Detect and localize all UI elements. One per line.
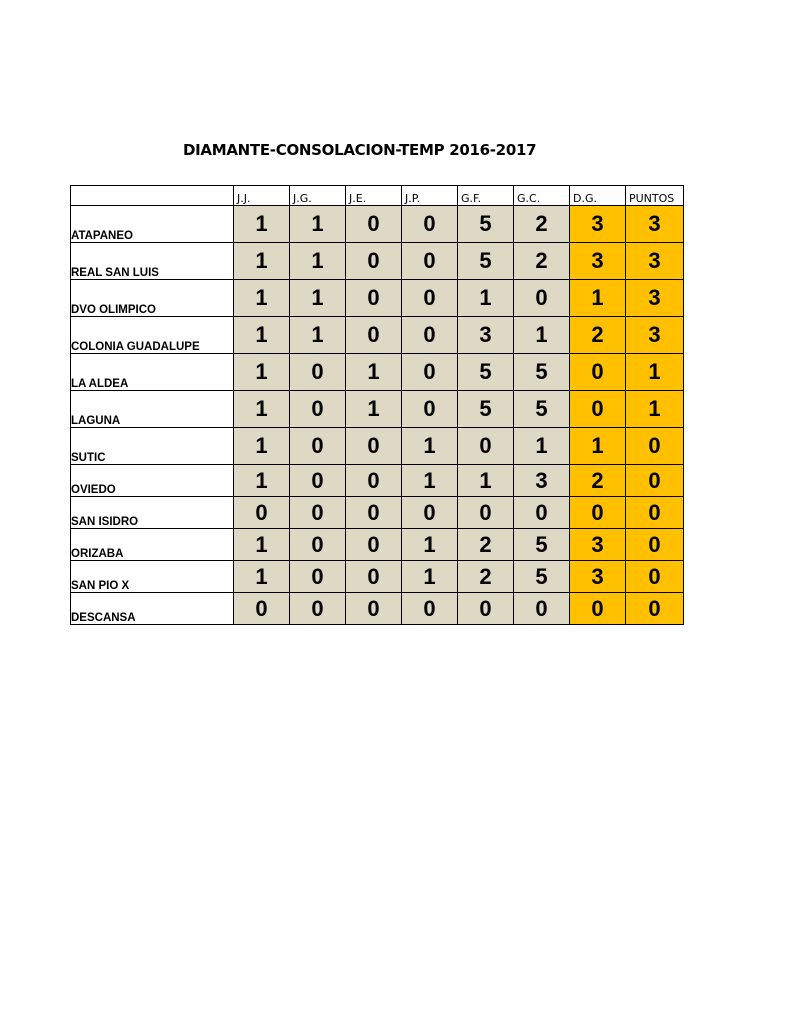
- stat-gf: 0: [458, 593, 514, 625]
- stat-je: 0: [346, 243, 402, 280]
- stat-puntos: 1: [626, 354, 684, 391]
- page-title: DIAMANTE-CONSOLACION-TEMP 2016-2017: [183, 141, 537, 159]
- column-header-jp: J.P.: [402, 186, 458, 206]
- stat-jp: 0: [402, 354, 458, 391]
- table-row: [71, 497, 684, 529]
- stat-gc: 5: [514, 561, 570, 593]
- stat-jg: 1: [290, 206, 346, 243]
- stat-jg: 0: [290, 593, 346, 625]
- stat-jj: 0: [234, 593, 290, 625]
- stat-jg: 0: [290, 529, 346, 561]
- stat-je: 0: [346, 465, 402, 497]
- team-name: ATAPANEO: [71, 206, 234, 243]
- stat-puntos: 0: [626, 497, 684, 529]
- stat-jj: 1: [234, 391, 290, 428]
- team-name: COLONIA GUADALUPE: [71, 317, 234, 354]
- stat-jj: 1: [234, 561, 290, 593]
- team-name: DVO OLIMPICO: [71, 280, 234, 317]
- stat-gf: 0: [458, 428, 514, 465]
- column-header-dg: D.G.: [570, 186, 626, 206]
- stat-jj: 1: [234, 529, 290, 561]
- stat-gc: 2: [514, 243, 570, 280]
- stat-jp: 1: [402, 428, 458, 465]
- team-name: SAN PIO X: [71, 561, 234, 593]
- table-row: [71, 317, 684, 354]
- stat-jp: 1: [402, 561, 458, 593]
- column-header-puntos: PUNTOS: [626, 186, 684, 206]
- column-header-jg: J.G.: [290, 186, 346, 206]
- stat-gf: 5: [458, 391, 514, 428]
- stat-gc: 0: [514, 593, 570, 625]
- stat-jp: 1: [402, 465, 458, 497]
- stat-dg: 0: [570, 391, 626, 428]
- stat-jj: 1: [234, 206, 290, 243]
- stat-gf: 1: [458, 280, 514, 317]
- stat-jj: 1: [234, 280, 290, 317]
- stat-dg: 2: [570, 317, 626, 354]
- stat-gf: 2: [458, 561, 514, 593]
- stat-jj: 1: [234, 243, 290, 280]
- stat-je: 0: [346, 206, 402, 243]
- stat-gc: 0: [514, 497, 570, 529]
- stat-jp: 0: [402, 280, 458, 317]
- stat-gc: 5: [514, 354, 570, 391]
- stat-dg: 0: [570, 354, 626, 391]
- table-row: [71, 428, 684, 465]
- stat-gf: 3: [458, 317, 514, 354]
- stat-je: 0: [346, 561, 402, 593]
- team-name: REAL SAN LUIS: [71, 243, 234, 280]
- stat-je: 0: [346, 497, 402, 529]
- table-row: [71, 391, 684, 428]
- stat-je: 0: [346, 280, 402, 317]
- column-header-je: J.E.: [346, 186, 402, 206]
- stat-je: 1: [346, 354, 402, 391]
- stat-jg: 1: [290, 280, 346, 317]
- stat-jg: 0: [290, 465, 346, 497]
- stat-je: 1: [346, 391, 402, 428]
- stat-gf: 5: [458, 243, 514, 280]
- stat-gc: 2: [514, 206, 570, 243]
- stat-jp: 1: [402, 529, 458, 561]
- stat-puntos: 1: [626, 391, 684, 428]
- stat-gc: 5: [514, 391, 570, 428]
- stat-dg: 1: [570, 280, 626, 317]
- stat-puntos: 3: [626, 243, 684, 280]
- column-header-gc: G.C.: [514, 186, 570, 206]
- team-name: DESCANSA: [71, 593, 234, 625]
- stat-jp: 0: [402, 206, 458, 243]
- stat-gc: 1: [514, 428, 570, 465]
- team-name: LAGUNA: [71, 391, 234, 428]
- table-row: [71, 354, 684, 391]
- stat-jp: 0: [402, 317, 458, 354]
- table-row: [71, 561, 684, 593]
- stat-je: 0: [346, 593, 402, 625]
- stat-jg: 0: [290, 354, 346, 391]
- team-name: ORIZABA: [71, 529, 234, 561]
- stat-gc: 1: [514, 317, 570, 354]
- stat-jj: 1: [234, 317, 290, 354]
- stat-jj: 1: [234, 354, 290, 391]
- team-name: SUTIC: [71, 428, 234, 465]
- stat-jp: 0: [402, 497, 458, 529]
- stat-jg: 0: [290, 561, 346, 593]
- table-row: [71, 529, 684, 561]
- stat-jj: 1: [234, 428, 290, 465]
- stat-jg: 0: [290, 497, 346, 529]
- stat-gf: 5: [458, 354, 514, 391]
- stat-dg: 3: [570, 206, 626, 243]
- stat-gf: 0: [458, 497, 514, 529]
- stat-gf: 1: [458, 465, 514, 497]
- table-row: [71, 593, 684, 625]
- column-header-team: [71, 186, 234, 206]
- stat-dg: 0: [570, 497, 626, 529]
- stat-jg: 0: [290, 428, 346, 465]
- table-row: [71, 206, 684, 243]
- stat-puntos: 3: [626, 317, 684, 354]
- stat-gc: 0: [514, 280, 570, 317]
- table-row: [71, 465, 684, 497]
- stat-jp: 0: [402, 593, 458, 625]
- team-name: OVIEDO: [71, 465, 234, 497]
- stat-puntos: 0: [626, 593, 684, 625]
- stat-jg: 1: [290, 243, 346, 280]
- team-name: LA ALDEA: [71, 354, 234, 391]
- standings-table: [70, 185, 684, 625]
- stat-dg: 3: [570, 529, 626, 561]
- stat-jg: 1: [290, 317, 346, 354]
- header-row: [71, 186, 684, 206]
- stat-je: 0: [346, 428, 402, 465]
- stat-jj: 1: [234, 465, 290, 497]
- stat-gc: 5: [514, 529, 570, 561]
- stat-dg: 3: [570, 561, 626, 593]
- stat-dg: 3: [570, 243, 626, 280]
- stat-puntos: 3: [626, 280, 684, 317]
- stat-jj: 0: [234, 497, 290, 529]
- stat-gf: 5: [458, 206, 514, 243]
- stat-puntos: 0: [626, 529, 684, 561]
- stat-dg: 0: [570, 593, 626, 625]
- stat-dg: 1: [570, 428, 626, 465]
- stat-je: 0: [346, 317, 402, 354]
- stat-puntos: 0: [626, 465, 684, 497]
- stat-je: 0: [346, 529, 402, 561]
- table-row: [71, 243, 684, 280]
- stat-gc: 3: [514, 465, 570, 497]
- stat-puntos: 3: [626, 206, 684, 243]
- stat-jp: 0: [402, 243, 458, 280]
- column-header-gf: G.F.: [458, 186, 514, 206]
- stat-puntos: 0: [626, 428, 684, 465]
- stat-puntos: 0: [626, 561, 684, 593]
- stat-jp: 0: [402, 391, 458, 428]
- stat-gf: 2: [458, 529, 514, 561]
- column-header-jj: J.J.: [234, 186, 290, 206]
- stat-dg: 2: [570, 465, 626, 497]
- stat-jg: 0: [290, 391, 346, 428]
- table-row: [71, 280, 684, 317]
- team-name: SAN ISIDRO: [71, 497, 234, 529]
